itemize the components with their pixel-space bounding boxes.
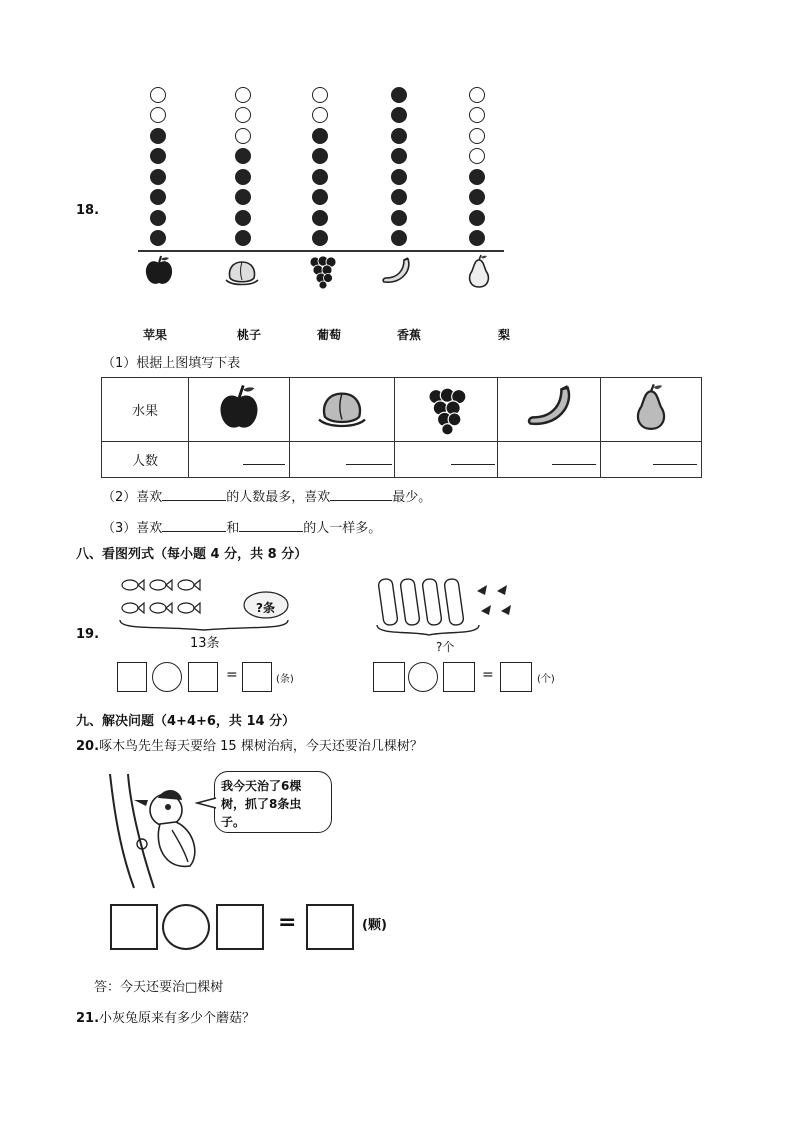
fruit-label-pear: 梨 — [498, 328, 511, 342]
answer-box-2[interactable] — [216, 904, 264, 950]
filled-dot-apple — [150, 169, 166, 185]
filled-dot-grape — [312, 210, 328, 226]
answer-box-1[interactable] — [110, 904, 158, 950]
fruit-label-banana: 香蕉 — [397, 328, 422, 342]
q18-sub2-part3: 最少。 — [392, 490, 432, 505]
q18-sub1: （1）根据上图填写下表 — [102, 356, 241, 371]
equals-sign: = — [482, 667, 494, 683]
answer-box-2[interactable] — [188, 662, 218, 692]
fish-question-label: ?条 — [256, 601, 275, 615]
answer-box-1[interactable] — [373, 662, 405, 692]
table-cell-pear — [601, 378, 702, 442]
filled-dot-peach — [235, 189, 251, 205]
filled-dot-banana — [391, 87, 407, 103]
filled-dot-grape — [312, 148, 328, 164]
unit-fish: (条) — [276, 674, 294, 685]
fruit-dot-chart — [0, 0, 794, 350]
section-9-heading: 九、解决问题（4+4+6，共 14 分） — [76, 714, 296, 729]
pear-icon — [464, 254, 494, 290]
filled-dot-apple — [150, 230, 166, 246]
empty-dot-pear — [469, 107, 485, 123]
operator-circle[interactable] — [162, 904, 210, 950]
empty-dot-grape — [312, 87, 328, 103]
speech-bubble-text: 我今天治了6棵树，抓了8条虫子。 — [221, 779, 302, 829]
fruit-label-apple: 苹果 — [143, 328, 168, 342]
filled-dot-grape — [312, 230, 328, 246]
filled-dot-grape — [312, 169, 328, 185]
filled-dot-banana — [391, 148, 407, 164]
q21-question: 小灰兔原来有多少个蘑菇？ — [99, 1011, 256, 1026]
empty-dot-pear — [469, 148, 485, 164]
q18-sub3-part1: （3）喜欢 — [102, 521, 163, 536]
empty-dot-pear — [469, 87, 485, 103]
q18-sub2-part2: 的人数最多，喜欢 — [226, 490, 331, 505]
apple-icon — [215, 381, 263, 435]
table-header-people: 人数 — [102, 442, 189, 478]
answer-box-result[interactable] — [500, 662, 532, 692]
apple-icon — [142, 254, 176, 288]
filled-dot-apple — [150, 128, 166, 144]
filled-dot-pear — [469, 169, 485, 185]
table-cell-grape — [395, 378, 498, 442]
shuttlecock-question-label: ?个 — [436, 640, 455, 654]
filled-dot-banana — [391, 210, 407, 226]
filled-dot-banana — [391, 169, 407, 185]
operator-circle[interactable] — [152, 662, 182, 692]
banana-icon — [521, 383, 577, 433]
pear-icon — [630, 383, 672, 433]
unit-piece: (个) — [537, 674, 555, 685]
filled-dot-pear — [469, 189, 485, 205]
question-number-18: 18. — [76, 203, 100, 218]
operator-circle[interactable] — [408, 662, 438, 692]
table-cell-apple — [189, 378, 290, 442]
empty-dot-peach — [235, 128, 251, 144]
filled-dot-grape — [312, 128, 328, 144]
section-8-heading: 八、看图列式（每小题 4 分，共 8 分） — [76, 547, 308, 562]
peach-icon — [313, 385, 371, 431]
shuttlecock-picture — [373, 573, 525, 639]
equals-sign: = — [226, 667, 238, 683]
filled-dot-apple — [150, 148, 166, 164]
answer-box-result[interactable] — [306, 904, 354, 950]
question-number-20: 20. — [76, 739, 100, 754]
fruit-label-peach: 桃子 — [237, 328, 262, 342]
empty-dot-apple — [150, 107, 166, 123]
table-cell-banana — [498, 378, 601, 442]
filled-dot-apple — [150, 189, 166, 205]
filled-dot-apple — [150, 210, 166, 226]
filled-dot-banana — [391, 189, 407, 205]
filled-dot-banana — [391, 107, 407, 123]
answer-blank-same-1[interactable] — [162, 531, 226, 532]
answer-box-result[interactable] — [242, 662, 272, 692]
answer-blank-grape[interactable] — [395, 442, 498, 478]
equals-sign: = — [278, 910, 297, 935]
answer-blank-same-2[interactable] — [239, 531, 303, 532]
answer-blank-pear[interactable] — [601, 442, 702, 478]
filled-dot-pear — [469, 210, 485, 226]
q21-text — [76, 1007, 255, 1026]
filled-dot-peach — [235, 169, 251, 185]
peach-icon — [222, 256, 262, 288]
q18-sub2 — [102, 486, 431, 505]
q20-answer-sentence: 答：今天还要治□棵树 — [94, 980, 224, 995]
empty-dot-peach — [235, 107, 251, 123]
table-cell-peach — [290, 378, 395, 442]
fruit-count-table — [101, 377, 702, 478]
empty-dot-apple — [150, 87, 166, 103]
answer-blank-peach[interactable] — [290, 442, 395, 478]
answer-blank-most[interactable] — [162, 500, 226, 501]
question-number-21: 21. — [76, 1011, 100, 1026]
q18-sub3-part2: 和 — [226, 521, 240, 536]
filled-dot-peach — [235, 148, 251, 164]
answer-blank-banana[interactable] — [498, 442, 601, 478]
speech-bubble — [214, 771, 332, 833]
woodpecker-picture — [104, 770, 214, 890]
unit-tree: (颗) — [362, 918, 387, 933]
fruit-label-grape: 葡萄 — [317, 328, 342, 342]
empty-dot-grape — [312, 107, 328, 123]
filled-dot-peach — [235, 230, 251, 246]
filled-dot-grape — [312, 189, 328, 205]
speech-bubble-tail — [195, 796, 217, 810]
filled-dot-banana — [391, 128, 407, 144]
answer-blank-apple[interactable] — [189, 442, 290, 478]
grape-icon — [306, 251, 338, 289]
filled-dot-banana — [391, 230, 407, 246]
answer-box-2[interactable] — [443, 662, 475, 692]
q20-question: 啄木鸟先生每天要给 15 棵树治病，今天还要治几棵树？ — [99, 739, 423, 754]
answer-box-1[interactable] — [117, 662, 147, 692]
filled-dot-peach — [235, 210, 251, 226]
filled-dot-pear — [469, 230, 485, 246]
banana-icon — [378, 256, 414, 288]
q18-sub3-part3: 的人一样多。 — [303, 521, 382, 536]
table-header-fruit: 水果 — [102, 378, 189, 442]
empty-dot-peach — [235, 87, 251, 103]
q18-sub2-part1: （2）喜欢 — [102, 490, 163, 505]
q20-text — [76, 735, 423, 754]
answer-blank-least[interactable] — [330, 500, 392, 501]
grape-icon — [423, 381, 469, 435]
question-number-19: 19. — [76, 627, 100, 642]
empty-dot-pear — [469, 128, 485, 144]
fish-total-label: 13条 — [190, 636, 220, 651]
q18-sub3 — [102, 517, 381, 536]
